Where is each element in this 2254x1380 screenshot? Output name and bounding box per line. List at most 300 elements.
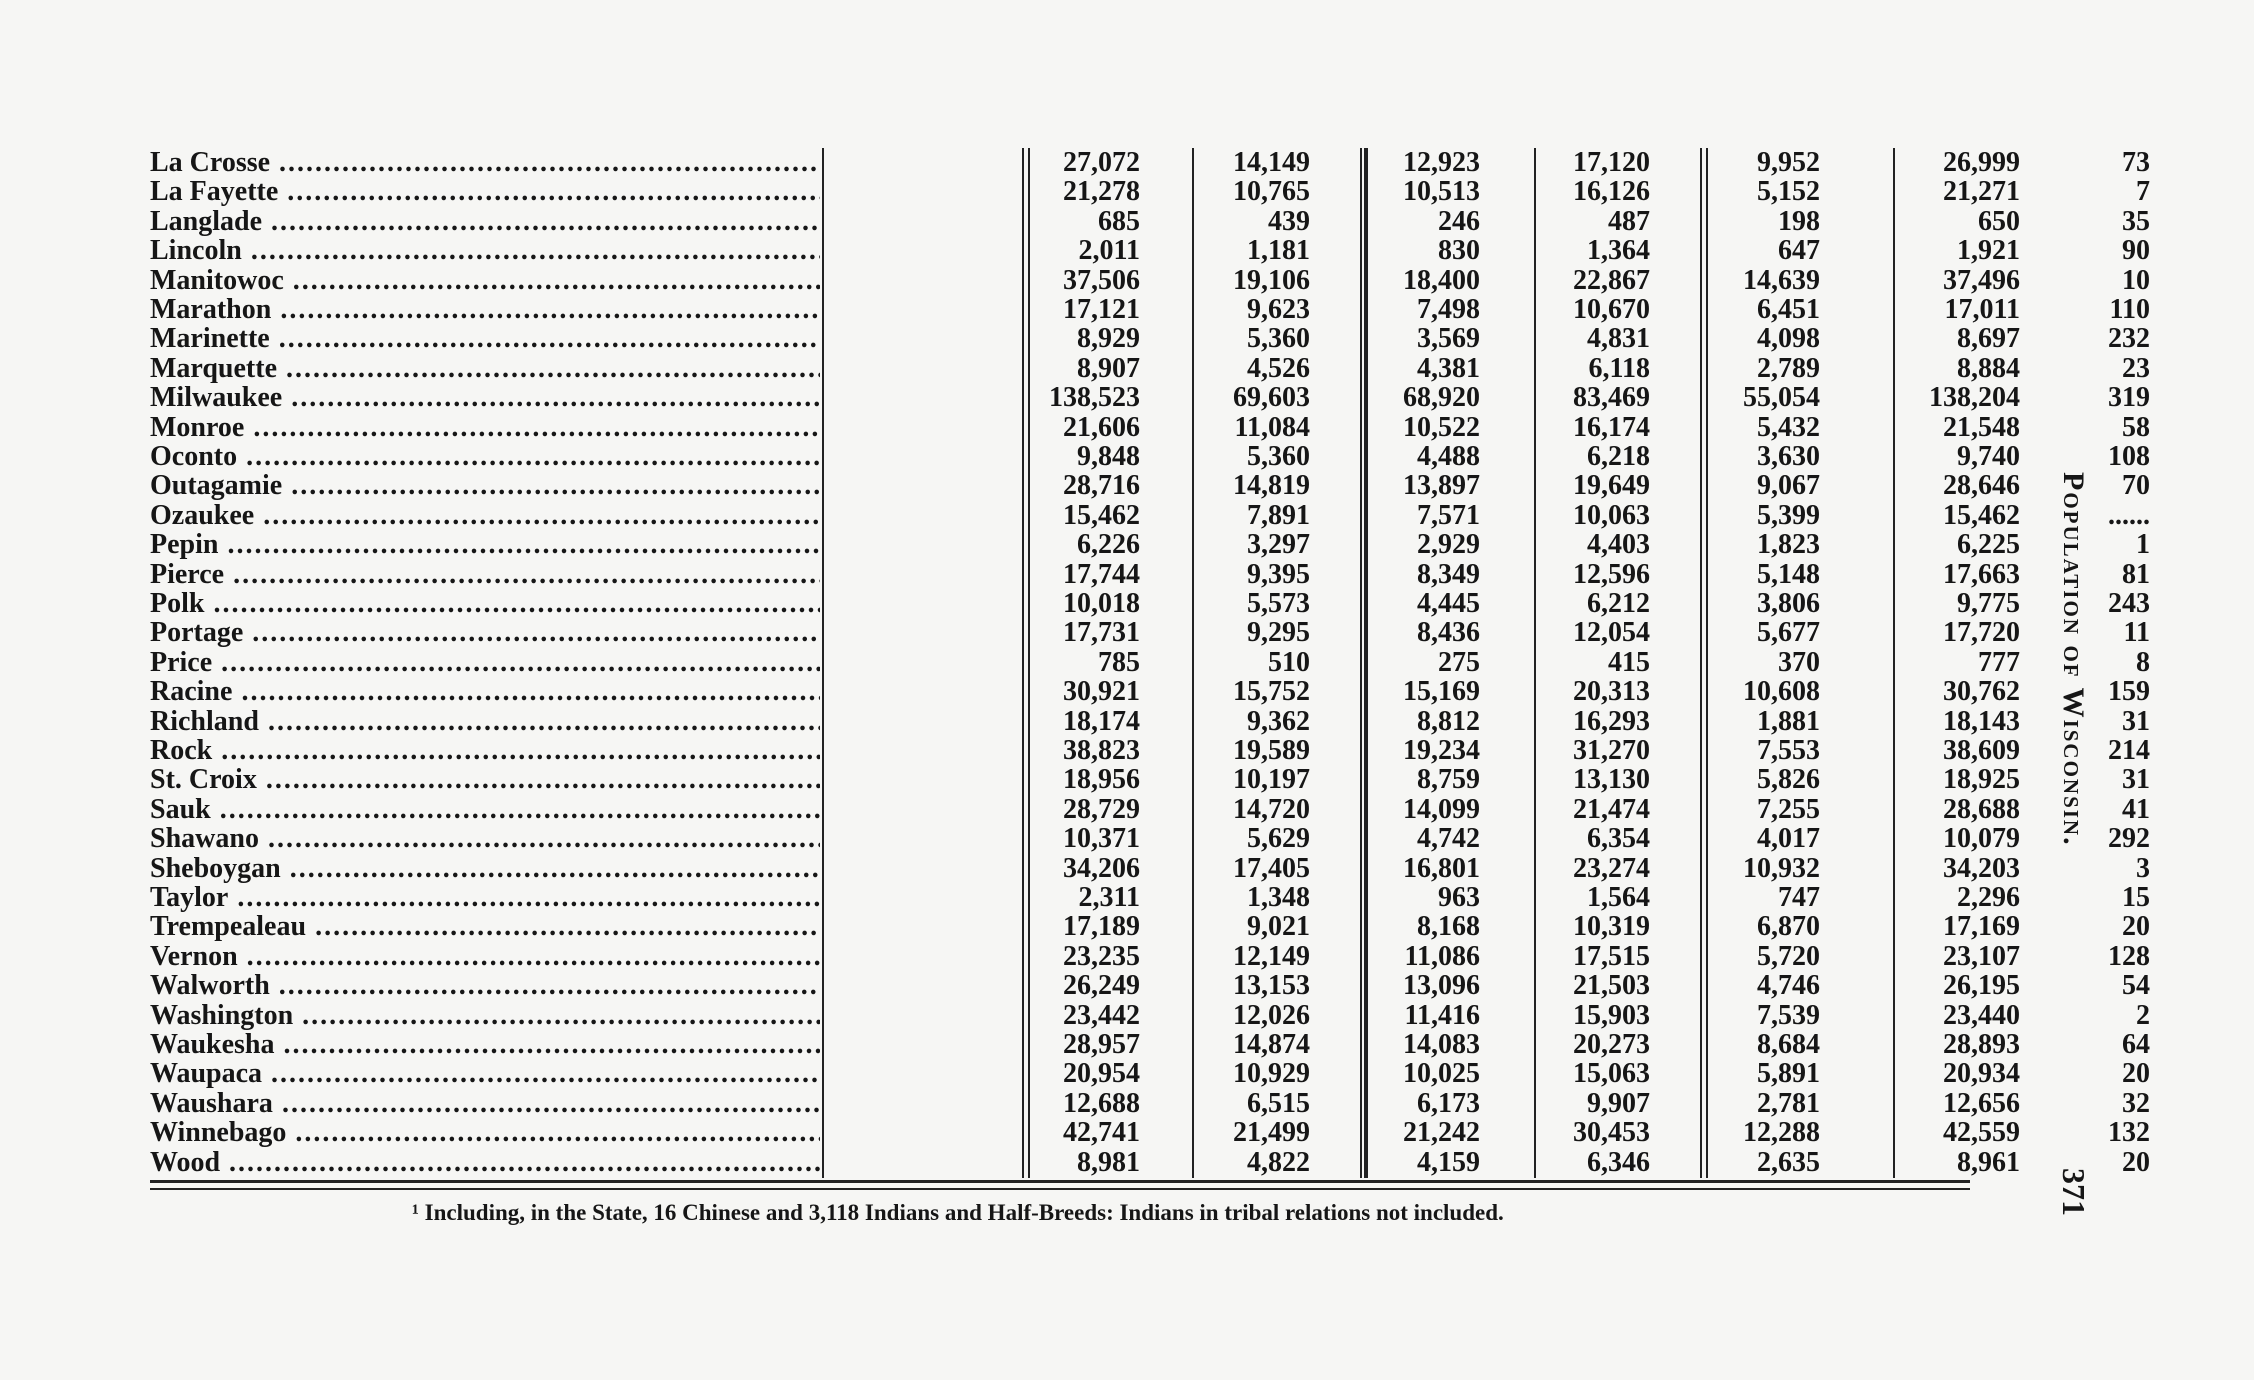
table-cell: 28,688 bbox=[1943, 793, 2020, 825]
table-cell: 4,098 bbox=[1757, 323, 1820, 355]
table-cell: 1,921 bbox=[1957, 235, 2020, 267]
table-cell: 10,932 bbox=[1743, 852, 1820, 884]
county-name: Waukesha ..... bbox=[150, 1030, 820, 1059]
table-row bbox=[150, 940, 2150, 972]
county-name: Wood ..... bbox=[150, 1148, 820, 1177]
table-cell: 8,168 bbox=[1417, 911, 1480, 943]
county-name: Pepin ..... bbox=[150, 530, 820, 559]
table-cell: 34,206 bbox=[1063, 852, 1140, 884]
table-cell: 9,952 bbox=[1757, 147, 1820, 178]
table-cell: 15,752 bbox=[1233, 676, 1310, 708]
table-cell: 8,961 bbox=[1957, 1146, 2020, 1178]
table-cell: 21,499 bbox=[1233, 1117, 1310, 1149]
table-cell: 8,349 bbox=[1417, 558, 1480, 590]
table-cell: 15,903 bbox=[1573, 999, 1650, 1031]
table-cell: 15,462 bbox=[1943, 499, 2020, 531]
table-cell: 7,571 bbox=[1417, 499, 1480, 531]
table-cell: 16,801 bbox=[1403, 852, 1480, 884]
table-cell: 10,670 bbox=[1573, 294, 1650, 325]
county-name: Price ..... bbox=[150, 648, 820, 677]
table-cell: 20,313 bbox=[1573, 676, 1650, 708]
table-cell: 58 bbox=[2122, 411, 2150, 443]
table-cell: 6,870 bbox=[1757, 911, 1820, 943]
table-cell: 8,697 bbox=[1957, 323, 2020, 355]
table-cell: 26,999 bbox=[1943, 147, 2020, 178]
table-cell: 17,744 bbox=[1063, 558, 1140, 590]
table-cell: 4,017 bbox=[1757, 823, 1820, 855]
table-cell: 7,498 bbox=[1417, 294, 1480, 325]
table-cell: 7 bbox=[2136, 176, 2150, 208]
table-cell: 3,569 bbox=[1417, 323, 1480, 355]
table-cell: 41 bbox=[2122, 793, 2150, 825]
table-cell: 12,688 bbox=[1063, 1087, 1140, 1119]
table-cell: 18,400 bbox=[1403, 264, 1480, 296]
table-cell: 17,663 bbox=[1943, 558, 2020, 590]
column-rule bbox=[1700, 148, 1708, 1178]
table-cell: 6,354 bbox=[1587, 823, 1650, 855]
county-name: Pierce ..... bbox=[150, 560, 820, 589]
table-cell: 10,018 bbox=[1063, 588, 1140, 619]
table-cell: 5,152 bbox=[1757, 176, 1820, 208]
table-cell: 7,255 bbox=[1757, 793, 1820, 825]
table-cell: 37,496 bbox=[1943, 264, 2020, 296]
table-cell: 37,506 bbox=[1063, 264, 1140, 296]
table-row bbox=[150, 499, 2150, 531]
county-name: Portage ..... bbox=[150, 618, 820, 647]
table-cell: 647 bbox=[1778, 235, 1820, 267]
table-row bbox=[150, 1087, 2150, 1119]
table-cell: 138,523 bbox=[1049, 382, 1140, 414]
table-cell: 5,432 bbox=[1757, 411, 1820, 443]
table-cell: 83,469 bbox=[1573, 382, 1650, 414]
bottom-rule bbox=[150, 1180, 1970, 1183]
table-cell: 23,440 bbox=[1943, 999, 2020, 1031]
table-row bbox=[150, 1029, 2150, 1060]
table-cell: 4,742 bbox=[1417, 823, 1480, 855]
table-cell: 830 bbox=[1438, 235, 1480, 267]
table-cell: 4,822 bbox=[1247, 1146, 1310, 1178]
table-cell: 23,274 bbox=[1573, 852, 1650, 884]
table-cell: 16,293 bbox=[1573, 705, 1650, 737]
table-cell: 28,646 bbox=[1943, 470, 2020, 502]
table-row bbox=[150, 470, 2150, 502]
table-row bbox=[150, 264, 2150, 296]
table-cell: 31,270 bbox=[1573, 735, 1650, 766]
table-cell: 28,893 bbox=[1943, 1029, 2020, 1060]
table-cell: 292 bbox=[2108, 823, 2150, 855]
column-rule bbox=[1893, 148, 1895, 1178]
table-cell: 13,096 bbox=[1403, 970, 1480, 1002]
table-cell: 5,573 bbox=[1247, 588, 1310, 619]
table-cell: 10 bbox=[2122, 264, 2150, 296]
table-cell: 73 bbox=[2122, 147, 2150, 178]
table-row bbox=[150, 646, 2150, 678]
table-cell: 2,635 bbox=[1757, 1146, 1820, 1178]
table-row bbox=[150, 323, 2150, 355]
table-cell: 5,720 bbox=[1757, 940, 1820, 972]
table-cell: 1,823 bbox=[1757, 529, 1820, 561]
table-cell: 16,126 bbox=[1573, 176, 1650, 208]
county-name: Trempealeau ..... bbox=[150, 912, 820, 941]
county-name: Milwaukee ..... bbox=[150, 383, 820, 412]
table-cell: 11,086 bbox=[1404, 940, 1480, 972]
table-cell: 132 bbox=[2108, 1117, 2150, 1149]
table-cell: 8,684 bbox=[1757, 1029, 1820, 1060]
table-cell: 13,897 bbox=[1403, 470, 1480, 502]
table-cell: 42,559 bbox=[1943, 1117, 2020, 1149]
table-cell: 1 bbox=[2136, 529, 2150, 561]
table-cell: 18,956 bbox=[1063, 764, 1140, 796]
table-cell: 10,079 bbox=[1943, 823, 2020, 855]
county-name: St. Croix ..... bbox=[150, 765, 820, 794]
table-row bbox=[150, 382, 2150, 414]
table-cell: 3,806 bbox=[1757, 588, 1820, 619]
table-cell: 5,629 bbox=[1247, 823, 1310, 855]
table-cell: 5,399 bbox=[1757, 499, 1820, 531]
table-cell: 6,225 bbox=[1957, 529, 2020, 561]
table-cell: 9,395 bbox=[1247, 558, 1310, 590]
table-cell: 1,181 bbox=[1247, 235, 1310, 267]
table-row bbox=[150, 764, 2150, 796]
table-cell: 12,656 bbox=[1943, 1087, 2020, 1119]
county-name: Walworth ..... bbox=[150, 971, 820, 1000]
table-cell: 81 bbox=[2122, 558, 2150, 590]
table-row bbox=[150, 529, 2150, 561]
table-cell: 21,242 bbox=[1403, 1117, 1480, 1149]
running-title: Population of Wisconsin. bbox=[2057, 472, 2090, 847]
table-cell: 777 bbox=[1978, 646, 2020, 678]
table-cell: 246 bbox=[1438, 205, 1480, 237]
table-cell: 14,819 bbox=[1233, 470, 1310, 502]
table-cell: 28,957 bbox=[1063, 1029, 1140, 1060]
table-cell: 22,867 bbox=[1573, 264, 1650, 296]
table-row bbox=[150, 176, 2150, 208]
county-name: Taylor ..... bbox=[150, 883, 820, 912]
table-cell: 11 bbox=[2123, 617, 2150, 649]
table-cell: 12,026 bbox=[1233, 999, 1310, 1031]
table-cell: 8 bbox=[2136, 646, 2150, 678]
table-cell: 26,195 bbox=[1943, 970, 2020, 1002]
table-cell: 23 bbox=[2122, 352, 2150, 384]
county-name: Marquette ..... bbox=[150, 354, 820, 383]
table-cell: 4,159 bbox=[1417, 1146, 1480, 1178]
table-cell: 4,445 bbox=[1417, 588, 1480, 619]
table-cell: 30,453 bbox=[1573, 1117, 1650, 1149]
table-cell: 17,120 bbox=[1573, 147, 1650, 178]
table-cell: 20,273 bbox=[1573, 1029, 1650, 1060]
table-cell: 42,741 bbox=[1063, 1117, 1140, 1149]
table-cell: 4,488 bbox=[1417, 441, 1480, 472]
table-cell: 2,296 bbox=[1957, 882, 2020, 913]
table-cell: 21,271 bbox=[1943, 176, 2020, 208]
table-cell: ...... bbox=[2108, 499, 2150, 531]
column-rule bbox=[1022, 148, 1030, 1178]
table-cell: 31 bbox=[2122, 764, 2150, 796]
table-cell: 10,513 bbox=[1403, 176, 1480, 208]
table-cell: 6,226 bbox=[1077, 529, 1140, 561]
table-cell: 10,025 bbox=[1403, 1058, 1480, 1090]
county-name: Oconto ..... bbox=[150, 442, 820, 471]
county-name: Manitowoc ..... bbox=[150, 266, 820, 295]
table-row bbox=[150, 1146, 2150, 1178]
table-row bbox=[150, 911, 2150, 943]
table-cell: 7,553 bbox=[1757, 735, 1820, 766]
table-cell: 14,720 bbox=[1233, 793, 1310, 825]
table-cell: 17,169 bbox=[1943, 911, 2020, 943]
table-cell: 30,921 bbox=[1063, 676, 1140, 708]
table-row bbox=[150, 705, 2150, 737]
table-cell: 12,596 bbox=[1573, 558, 1650, 590]
table-cell: 5,826 bbox=[1757, 764, 1820, 796]
table-cell: 10,522 bbox=[1403, 411, 1480, 443]
table-row bbox=[150, 676, 2150, 708]
table-cell: 3,630 bbox=[1757, 441, 1820, 472]
table-cell: 15,169 bbox=[1403, 676, 1480, 708]
table-row bbox=[150, 1117, 2150, 1149]
table-cell: 9,907 bbox=[1587, 1087, 1650, 1119]
table-cell: 8,812 bbox=[1417, 705, 1480, 737]
table-cell: 9,295 bbox=[1247, 617, 1310, 649]
table-cell: 8,929 bbox=[1077, 323, 1140, 355]
column-rule bbox=[1360, 148, 1368, 1178]
table-cell: 34,203 bbox=[1943, 852, 2020, 884]
table-row bbox=[150, 735, 2150, 766]
table-cell: 6,118 bbox=[1588, 352, 1650, 384]
table-row bbox=[150, 970, 2150, 1002]
table-cell: 232 bbox=[2108, 323, 2150, 355]
table-cell: 17,121 bbox=[1063, 294, 1140, 325]
table-row bbox=[150, 588, 2150, 619]
table-cell: 8,884 bbox=[1957, 352, 2020, 384]
table-cell: 5,677 bbox=[1757, 617, 1820, 649]
table-cell: 19,106 bbox=[1233, 264, 1310, 296]
county-name: Lincoln ..... bbox=[150, 236, 820, 265]
table-row bbox=[150, 999, 2150, 1031]
table-cell: 26,249 bbox=[1063, 970, 1140, 1002]
table-cell: 20 bbox=[2122, 911, 2150, 943]
table-cell: 18,174 bbox=[1063, 705, 1140, 737]
table-row bbox=[150, 1058, 2150, 1090]
county-name: Waupaca ..... bbox=[150, 1059, 820, 1088]
county-name: Sheboygan ..... bbox=[150, 854, 820, 883]
table-row bbox=[150, 294, 2150, 325]
table-cell: 38,823 bbox=[1063, 735, 1140, 766]
table-cell: 13,153 bbox=[1233, 970, 1310, 1002]
table-cell: 90 bbox=[2122, 235, 2150, 267]
table-cell: 21,474 bbox=[1573, 793, 1650, 825]
table-cell: 5,360 bbox=[1247, 441, 1310, 472]
table-cell: 64 bbox=[2122, 1029, 2150, 1060]
table-cell: 21,548 bbox=[1943, 411, 2020, 443]
table-cell: 1,364 bbox=[1587, 235, 1650, 267]
table-cell: 9,740 bbox=[1957, 441, 2020, 472]
table-cell: 23,442 bbox=[1063, 999, 1140, 1031]
table-cell: 2,011 bbox=[1078, 235, 1140, 267]
table-cell: 30,762 bbox=[1943, 676, 2020, 708]
table-row bbox=[150, 823, 2150, 855]
table-cell: 20 bbox=[2122, 1058, 2150, 1090]
county-name: Sauk ..... bbox=[150, 795, 820, 824]
table-cell: 15 bbox=[2122, 882, 2150, 913]
table-cell: 12,054 bbox=[1573, 617, 1650, 649]
column-rule bbox=[1192, 148, 1194, 1178]
table-cell: 12,923 bbox=[1403, 147, 1480, 178]
table-cell: 10,765 bbox=[1233, 176, 1310, 208]
table-cell: 110 bbox=[2109, 294, 2150, 325]
table-cell: 963 bbox=[1438, 882, 1480, 913]
table-cell: 32 bbox=[2122, 1087, 2150, 1119]
table-row bbox=[150, 558, 2150, 590]
table-cell: 128 bbox=[2108, 940, 2150, 972]
table-cell: 650 bbox=[1978, 205, 2020, 237]
column-rule bbox=[1534, 148, 1536, 1178]
table-cell: 2 bbox=[2136, 999, 2150, 1031]
table-cell: 6,515 bbox=[1247, 1087, 1310, 1119]
county-name: Waushara ..... bbox=[150, 1089, 820, 1118]
county-name: Winnebago ..... bbox=[150, 1118, 820, 1147]
table-cell: 4,746 bbox=[1757, 970, 1820, 1002]
table-cell: 198 bbox=[1778, 205, 1820, 237]
table-cell: 18,143 bbox=[1943, 705, 2020, 737]
county-name: Racine ..... bbox=[150, 677, 820, 706]
table-cell: 11,084 bbox=[1234, 411, 1310, 443]
table-cell: 10,371 bbox=[1063, 823, 1140, 855]
county-name: Langlade ..... bbox=[150, 207, 820, 236]
table-cell: 138,204 bbox=[1929, 382, 2020, 414]
table-row bbox=[150, 235, 2150, 267]
table-cell: 8,436 bbox=[1417, 617, 1480, 649]
table-cell: 10,197 bbox=[1233, 764, 1310, 796]
table-cell: 12,288 bbox=[1743, 1117, 1820, 1149]
table-cell: 10,063 bbox=[1573, 499, 1650, 531]
table-cell: 8,759 bbox=[1417, 764, 1480, 796]
table-cell: 8,981 bbox=[1077, 1146, 1140, 1178]
table-cell: 55,054 bbox=[1743, 382, 1820, 414]
table-cell: 6,451 bbox=[1757, 294, 1820, 325]
table-cell: 21,503 bbox=[1573, 970, 1650, 1002]
table-cell: 28,716 bbox=[1063, 470, 1140, 502]
county-name: Washington ..... bbox=[150, 1001, 820, 1030]
table-cell: 14,149 bbox=[1233, 147, 1310, 178]
table-cell: 13,130 bbox=[1573, 764, 1650, 796]
table-cell: 3,297 bbox=[1247, 529, 1310, 561]
table-cell: 4,831 bbox=[1587, 323, 1650, 355]
table-cell: 14,099 bbox=[1403, 793, 1480, 825]
table-cell: 2,781 bbox=[1757, 1087, 1820, 1119]
table-cell: 439 bbox=[1268, 205, 1310, 237]
table-cell: 2,789 bbox=[1757, 352, 1820, 384]
table-cell: 15,462 bbox=[1063, 499, 1140, 531]
table-cell: 31 bbox=[2122, 705, 2150, 737]
table-cell: 54 bbox=[2122, 970, 2150, 1002]
table-cell: 7,891 bbox=[1247, 499, 1310, 531]
table-cell: 21,278 bbox=[1063, 176, 1140, 208]
table-row bbox=[150, 882, 2150, 913]
table-row bbox=[150, 352, 2150, 384]
table-cell: 16,174 bbox=[1573, 411, 1650, 443]
table-cell: 1,348 bbox=[1247, 882, 1310, 913]
county-name: Polk ..... bbox=[150, 589, 820, 618]
table-cell: 23,235 bbox=[1063, 940, 1140, 972]
table-cell: 70 bbox=[2122, 470, 2150, 502]
table-cell: 159 bbox=[2108, 676, 2150, 708]
table-cell: 6,173 bbox=[1417, 1087, 1480, 1119]
table-cell: 14,639 bbox=[1743, 264, 1820, 296]
table-cell: 10,929 bbox=[1233, 1058, 1310, 1090]
county-name: Rock ..... bbox=[150, 736, 820, 765]
table-cell: 27,072 bbox=[1063, 147, 1140, 178]
column-rule bbox=[822, 148, 824, 1178]
table-cell: 9,848 bbox=[1077, 441, 1140, 472]
table-cell: 9,362 bbox=[1247, 705, 1310, 737]
table-cell: 5,360 bbox=[1247, 323, 1310, 355]
table-cell: 9,775 bbox=[1957, 588, 2020, 619]
table-cell: 17,515 bbox=[1573, 940, 1650, 972]
table-cell: 17,011 bbox=[1944, 294, 2020, 325]
table-row bbox=[150, 205, 2150, 237]
table-cell: 108 bbox=[2108, 441, 2150, 472]
county-name: Shawano ..... bbox=[150, 824, 820, 853]
table-cell: 14,874 bbox=[1233, 1029, 1310, 1060]
table-cell: 9,021 bbox=[1247, 911, 1310, 943]
table-cell: 14,083 bbox=[1403, 1029, 1480, 1060]
table-cell: 15,063 bbox=[1573, 1058, 1650, 1090]
table-cell: 3 bbox=[2136, 852, 2150, 884]
table-cell: 8,907 bbox=[1077, 352, 1140, 384]
table-cell: 69,603 bbox=[1233, 382, 1310, 414]
table-cell: 6,218 bbox=[1587, 441, 1650, 472]
county-name: Marathon ..... bbox=[150, 295, 820, 324]
table-cell: 4,381 bbox=[1417, 352, 1480, 384]
table-cell: 510 bbox=[1268, 646, 1310, 678]
table-cell: 19,589 bbox=[1233, 735, 1310, 766]
table-cell: 2,311 bbox=[1078, 882, 1140, 913]
table-cell: 17,731 bbox=[1063, 617, 1140, 649]
table-cell: 23,107 bbox=[1943, 940, 2020, 972]
table-cell: 9,067 bbox=[1757, 470, 1820, 502]
table-cell: 20,934 bbox=[1943, 1058, 2020, 1090]
table-cell: 4,403 bbox=[1587, 529, 1650, 561]
table-cell: 7,539 bbox=[1757, 999, 1820, 1031]
table-row bbox=[150, 411, 2150, 443]
table-cell: 5,891 bbox=[1757, 1058, 1820, 1090]
table-row bbox=[150, 441, 2150, 472]
county-name: La Crosse ..... bbox=[150, 148, 820, 177]
county-name: Richland ..... bbox=[150, 707, 820, 736]
table-row bbox=[150, 617, 2150, 649]
table-cell: 19,234 bbox=[1403, 735, 1480, 766]
table-cell: 4,526 bbox=[1247, 352, 1310, 384]
county-name: Monroe ..... bbox=[150, 413, 820, 442]
table-cell: 415 bbox=[1608, 646, 1650, 678]
table-cell: 18,925 bbox=[1943, 764, 2020, 796]
table-cell: 1,881 bbox=[1757, 705, 1820, 737]
bottom-rule bbox=[150, 1188, 1970, 1190]
table-cell: 17,189 bbox=[1063, 911, 1140, 943]
table-cell: 10,608 bbox=[1743, 676, 1820, 708]
page-number: 371 bbox=[2056, 1168, 2092, 1216]
table-cell: 214 bbox=[2108, 735, 2150, 766]
table-cell: 785 bbox=[1098, 646, 1140, 678]
table-cell: 1,564 bbox=[1587, 882, 1650, 913]
table-cell: 6,212 bbox=[1587, 588, 1650, 619]
county-name: Marinette ..... bbox=[150, 324, 820, 353]
county-name: Vernon ..... bbox=[150, 942, 820, 971]
table-cell: 747 bbox=[1778, 882, 1820, 913]
table-row bbox=[150, 147, 2150, 178]
table-cell: 685 bbox=[1098, 205, 1140, 237]
table-row bbox=[150, 793, 2150, 825]
